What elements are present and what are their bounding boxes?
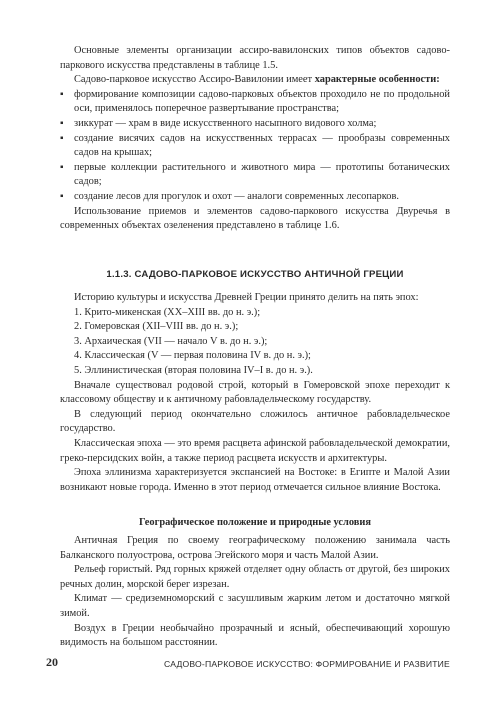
section-heading: 1.1.3. САДОВО-ПАРКОВОЕ ИСКУССТВО АНТИЧНОЙ ГРЕЦИИ [106,269,404,280]
bullet-item: ▪ зиккурат — храм в виде искусственного насыпного видового холма; [60,117,450,132]
page-footer [46,655,450,669]
features-lead-text: Садово-парковое искусство Ассиро-Вавилонии имеет [74,74,315,86]
bullet-item: ▪ создание висячих садов на искусственных террасах — прообразы современных садов на крышах; [60,132,450,161]
epoch-item: 1. Крито-микенская (XX–XIII вв. до н. э.); [74,306,261,318]
paragraph-history: Эпоха эллинизма характеризуется экспансией на Востоке: в Египте и Малой Азии возникают новые города. Именно в этот период отмечается сильное влияние Востока. [60,467,450,493]
bullet-item: ▪ первые коллекции растительного и животного мира — прототипы ботанических садов; [60,161,450,190]
paragraph-geography: Рельеф гористый. Ряд горных кряжей отделяет одну область от другой, без широких речных долин, морской берег изрезан. [60,564,450,590]
paragraph-history: Вначале существовал родовой строй, который в Гомеровской эпохе переходит к классовому обществу и к античному рабовладельческому государству. [60,379,450,406]
paragraph-history: В следующий период окончательно сложилось античное рабовладельческое государство. [60,408,450,435]
paragraph-epochs-intro: Историю культуры и искусства Древней Греции принято делить на пять эпох: [74,292,419,303]
epoch-item: 4. Классическая (V — первая половина IV в. до н. э.); [74,350,311,362]
paragraph-features-lead [60,73,450,88]
epoch-item: 5. Эллинистическая (вторая половина IV–I в. до н. э.). [74,364,313,376]
bullet-item: ▪ формирование композиции садово-парковых объектов проходило не по продольной оси, применялось поперечное развертывание пространства; [60,88,450,117]
section-text-block [60,291,450,495]
geo-text-block [60,534,450,651]
features-bullet-list [60,88,450,205]
paragraph-geography: Воздух в Греции необычайно прозрачный и ясный, обеспечивающий хорошую видимость на большом расстоянии. [60,622,450,649]
top-text-block [60,44,450,234]
features-lead-bold: характерные особенности: [314,74,440,86]
paragraph-geography: Античная Греция по своему географическому положению занимала часть Балканского полуострова, острова Эгейского моря и часть Малой Азии. [60,535,450,561]
epoch-item: 3. Архаическая (VII — начало V в. до н. э.); [74,335,268,347]
subsection-heading: Географическое положение и природные условия [138,517,371,528]
paragraph-tables-intro: Основные элементы организации ассиро-вавилонских типов объектов садово-паркового искусства представлены в таблице 1.5. [60,45,450,71]
paragraph-table-1-6: Использование приемов и элементов садово-паркового искусства Двуречья в современных объектах озеленения представлено в таблице 1.6. [60,205,450,232]
paragraph-geography: Климат — средиземноморский с засушливым жарким летом и достаточно мягкой зимой. [60,593,450,619]
paragraph-history: Классическая эпоха — это время расцвета афинской рабовладельческой демократии, греко-персидских войн, а также период расцвета искусств и архитектуры. [60,437,450,464]
epoch-item: 2. Гомеровская (XII–VIII вв. до н. э.); [74,321,239,333]
page-number: 20 [46,655,58,669]
epochs-numbered-list [60,306,450,379]
running-title: САДОВО-ПАРКОВОЕ ИСКУССТВО: ФОРМИРОВАНИЕ И РАЗВИТИЕ [164,659,450,669]
bullet-item: ▪ создание лесов для прогулок и охот — аналоги современных лесопарков. [60,190,450,205]
